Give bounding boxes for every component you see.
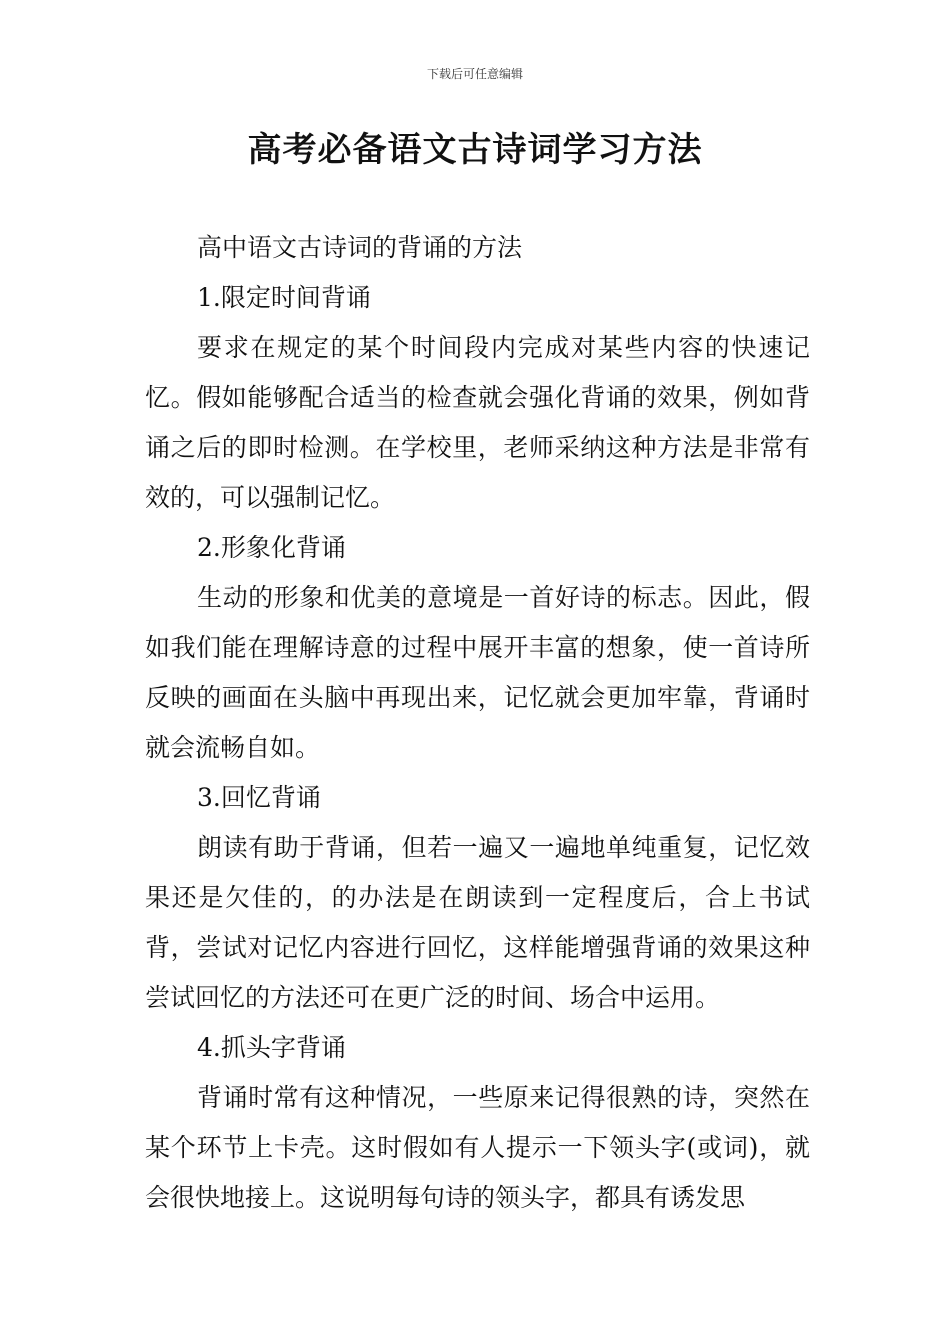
section-heading-4: 4.抓头字背诵: [197, 1033, 346, 1062]
document-body: [145, 223, 810, 1223]
header-note: 下载后可任意编辑: [426, 67, 523, 81]
section-heading-1: 1.限定时间背诵: [197, 283, 371, 312]
section-text-2: 生动的形象和优美的意境是一首好诗的标志。因此，假如我们能在理解诗意的过程中展开丰富的想象，使一首诗所反映的画面在头脑中再现出来，记忆就会更加牢靠，背诵时就会流畅自如。: [145, 583, 810, 762]
document-title: 高考必备语文古诗词学习方法: [247, 130, 703, 170]
section-text-3: 朗读有助于背诵，但若一遍又一遍地单纯重复，记忆效果还是欠佳的，的办法是在朗读到一定程度后，合上书试背，尝试对记忆内容进行回忆，这样能增强背诵的效果这种尝试回忆的方法还可在更广泛的时间、场合中运用。: [145, 833, 810, 1012]
intro-paragraph: 高中语文古诗词的背诵的方法: [197, 233, 523, 262]
section-heading-2: 2.形象化背诵: [197, 533, 346, 562]
section-text-1: 要求在规定的某个时间段内完成对某些内容的快速记忆。假如能够配合适当的检查就会强化背诵的效果，例如背诵之后的即时检测。在学校里，老师采纳这种方法是非常有效的，可以强制记忆。: [145, 333, 810, 512]
section-text-4: 背诵时常有这种情况，一些原来记得很熟的诗，突然在某个环节上卡壳。这时假如有人提示一下领头字(或词)，就会很快地接上。这说明每句诗的领头字，都具有诱发思: [145, 1083, 810, 1212]
section-heading-3: 3.回忆背诵: [197, 783, 321, 812]
